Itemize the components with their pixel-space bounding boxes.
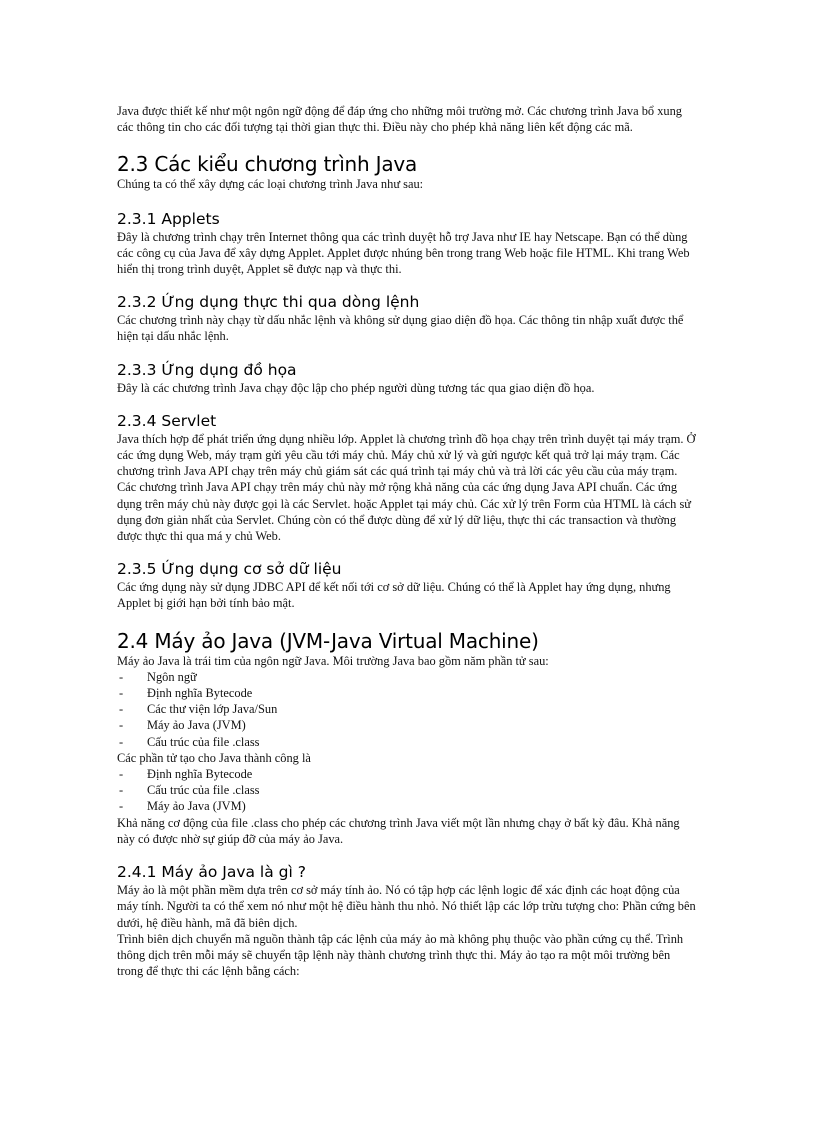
servlet-paragraph: Java thích hợp để phát triển ứng dụng nhiều lớp. Applet là chương trình đồ họa chạy trên trình duyệt tại máy trạm. Ở các ứng dụng Web, máy trạm gửi yêu cầu tới máy chủ. Máy chủ xử lý và gửi ngược kết quả trở lại máy trạm. Các chương trình Java API chạy trên máy chủ giám sát các quá trình tại máy chủ và trả lời các yêu cầu của máy trạm. Các chương trình Java API chạy trên máy chủ này mở rộng khả năng của các ứng dụng Java API chuẩn. Các ứng dụng trên máy chủ này được gọi là các Servlet. hoặc Applet tại máy chủ. Các xử lý trên Form của HTML là cách sử dụng đơn giản nhất của Servlet. Chúng còn có thể được dùng để xử lý dữ liệu, thực thi các transaction và thường được thực thi qua má y chủ Web. [117,431,696,544]
heading-2-3-2: 2.3.2 Ứng dụng thực thi qua dòng lệnh [117,293,420,312]
heading-2-4: 2.4 Máy ảo Java (JVM-Java Virtual Machine) [117,628,539,653]
list-item: - Máy ảo Java (JVM) [117,798,697,814]
list-item: - Máy ảo Java (JVM) [117,717,697,733]
list-item: - Cấu trúc của file .class [117,782,697,798]
heading-2-4-1: 2.4.1 Máy ảo Java là gì ? [117,863,306,882]
heading-2-3-4: 2.3.4 Servlet [117,411,217,430]
list-item: - Cấu trúc của file .class [117,734,697,750]
s23-intro: Chúng ta có thể xây dựng các loại chương trình Java như sau: [117,177,424,192]
applets-paragraph: Đây là chương trình chạy trên Internet thông qua các trình duyệt hỗ trợ Java như IE hay Netscape. Bạn có thể dùng các công cụ của Java để xây dựng Applet. Applet được nhúng bên trong trang Web hoặc file HTML. Khi trang Web hiển thị trong trình duyệt, Applet sẽ được nạp và thực thi. [117,229,690,277]
list-item: - Ngôn ngữ [117,669,697,685]
db-paragraph: Các ứng dụng này sử dụng JDBC API để kết nối tới cơ sở dữ liệu. Chúng có thể là Applet hay ứng dụng, nhưng Applet bị giới hạn bởi tính bảo mật. [117,580,671,611]
document-page [117,103,697,979]
list-item: - Định nghĩa Bytecode [117,685,697,701]
list-item: - Định nghĩa Bytecode [117,766,697,782]
heading-2-3-3: 2.3.3 Ứng dụng đồ họa [117,360,297,379]
intro-paragraph: Java được thiết kế như một ngôn ngữ động để đáp ứng cho những môi trường mở. Các chương trình Java bổ xung các thông tin cho các đối tượng tại thời gian thực thi. Điều này cho phép khả năng liên kết động các mã. [117,104,682,135]
cli-paragraph: Các chương trình này chạy từ dấu nhắc lệnh và không sử dụng giao diện đồ họa. Các thông tin nhập xuất được thể hiện tại dấu nhắc lệnh. [117,313,684,344]
list-item: - Các thư viện lớp Java/Sun [117,701,697,717]
jvm-elements-list [117,669,697,750]
heading-2-3-1: 2.3.1 Applets [117,209,220,228]
s24-paragraph: Khả năng cơ động của file .class cho phép các chương trình Java viết một lần nhưng chạy ở bất kỳ đâu. Khả năng này có được nhờ sự giúp đỡ của máy ảo Java. [117,815,680,846]
jvm-what-paragraph-1: Máy ảo là một phần mềm dựa trên cơ sở máy tính ảo. Nó có tập hợp các lệnh logic để xác định các hoạt động của máy tính. Người ta có thể xem nó như một hệ điều hành thu nhỏ. Nó thiết lập các lớp trừu tượng cho: Phần cứng bên dưới, hệ điều hành, mã đã biên dịch. [117,883,696,930]
s24-intro: Máy ảo Java là trái tim của ngôn ngữ Java. Môi trường Java bao gồm năm phần tử sau: [117,653,549,668]
success-elements-list [117,766,697,815]
heading-2-3-5: 2.3.5 Ứng dụng cơ sở dữ liệu [117,560,342,579]
jvm-what-paragraph-2: Trình biên dịch chuyển mã nguồn thành tập các lệnh của máy ảo mà không phụ thuộc vào phần cứng cụ thể. Trình thông dịch trên mỗi máy sẽ chuyển tập lệnh này thành chương trình thực thi. Máy ảo tạo ra một môi trường bên trong để thực thi các lệnh bằng cách: [117,931,684,979]
s24-lead2: Các phần tử tạo cho Java thành công là [117,750,311,765]
heading-2-3: 2.3 Các kiểu chương trình Java [117,152,418,177]
gui-paragraph: Đây là các chương trình Java chạy độc lập cho phép người dùng tương tác qua giao diện đồ họa. [117,380,595,395]
